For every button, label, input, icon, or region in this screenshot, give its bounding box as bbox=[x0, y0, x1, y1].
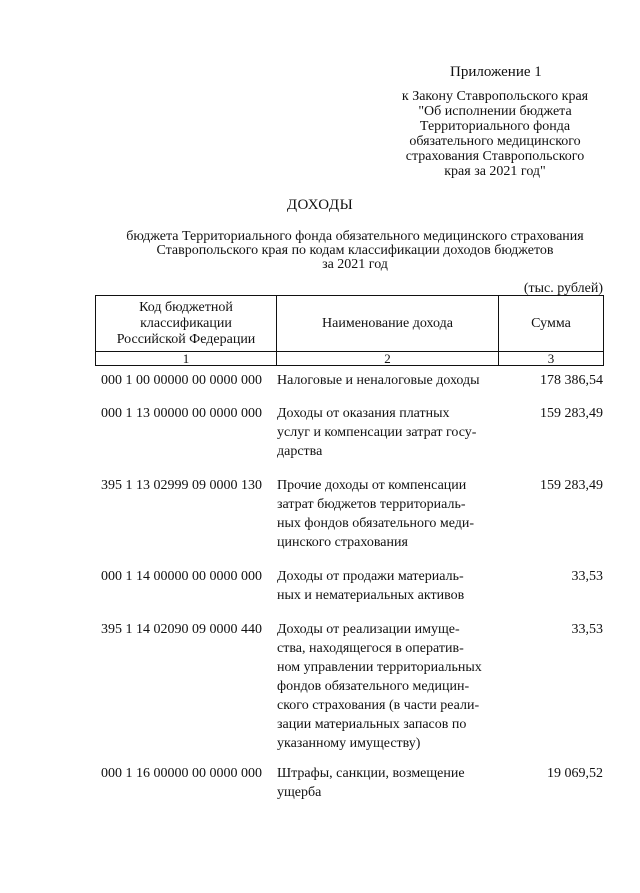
table-header bbox=[95, 295, 604, 366]
income-name-line: дарства bbox=[277, 444, 323, 459]
header-name: Наименование дохода bbox=[277, 296, 499, 351]
subtitle-line: бюджета Территориального фонда обязательного медицинского страхования bbox=[126, 229, 584, 244]
subtitle-line: Ставропольского края по кодам классификации доходов бюджетов bbox=[156, 243, 554, 258]
income-name-line: ского страхования (в части реали- bbox=[277, 698, 480, 713]
income-name-line: ства, находящегося в оператив- bbox=[277, 641, 464, 656]
income-name bbox=[277, 567, 502, 605]
income-name-line: Доходы от оказания платных bbox=[277, 406, 450, 421]
budget-code: 395 1 14 02090 09 0000 440 bbox=[101, 622, 262, 637]
income-name-line: Доходы от реализации имуще- bbox=[277, 622, 460, 637]
column-number: 2 bbox=[277, 351, 499, 366]
income-name bbox=[277, 764, 502, 802]
income-name-line: услуг и компенсации затрат госу- bbox=[277, 425, 477, 440]
income-name-line: затрат бюджетов территориаль- bbox=[277, 497, 466, 512]
income-name-line: указанному имуществу) bbox=[277, 736, 421, 751]
appendix-law-line: "Об исполнении бюджета bbox=[418, 104, 572, 119]
income-sum: 159 283,49 bbox=[540, 478, 603, 493]
income-sum: 159 283,49 bbox=[540, 406, 603, 421]
income-sum: 33,53 bbox=[571, 569, 603, 584]
income-name bbox=[277, 620, 502, 753]
income-name-line: ных фондов обязательного меди- bbox=[277, 516, 475, 531]
appendix-law-line: к Закону Ставропольского края bbox=[401, 89, 589, 104]
column-number: 1 bbox=[96, 351, 277, 366]
budget-code: 000 1 16 00000 00 0000 000 bbox=[101, 766, 262, 781]
document-subtitle bbox=[95, 230, 615, 272]
appendix-law-line: края за 2021 год" bbox=[444, 164, 546, 179]
budget-code: 000 1 13 00000 00 0000 000 bbox=[101, 406, 262, 421]
income-name-line: Налоговые и неналоговые доходы bbox=[277, 373, 480, 388]
income-sum: 33,53 bbox=[571, 622, 603, 637]
header-code-line: Код бюджетной bbox=[139, 299, 233, 315]
income-name bbox=[277, 476, 502, 552]
budget-code: 000 1 00 00000 00 0000 000 bbox=[101, 373, 262, 388]
units-label: (тыс. рублей) bbox=[523, 281, 603, 296]
income-name-line: Штрафы, санкции, возмещение bbox=[277, 766, 465, 781]
appendix-law-line: страхования Ставропольского bbox=[405, 149, 585, 164]
income-name-line: зации материальных запасов по bbox=[277, 717, 467, 732]
appendix-law-line: обязательного медицинского bbox=[409, 134, 581, 149]
income-name-line: Доходы от продажи материаль- bbox=[277, 569, 464, 584]
budget-code: 395 1 13 02999 09 0000 130 bbox=[101, 478, 262, 493]
header-code-line: Российской Федерации bbox=[116, 331, 256, 347]
income-name-line: ущерба bbox=[277, 785, 322, 800]
income-name-line: цинского страхования bbox=[277, 535, 408, 550]
income-name bbox=[277, 404, 502, 461]
appendix-title: Приложение 1 bbox=[450, 64, 542, 80]
column-number: 3 bbox=[499, 351, 603, 366]
income-name bbox=[277, 371, 502, 390]
income-name-line: Прочие доходы от компенсации bbox=[277, 478, 467, 493]
subtitle-line: за 2021 год bbox=[322, 257, 388, 272]
budget-code: 000 1 14 00000 00 0000 000 bbox=[101, 569, 262, 584]
income-sum: 19 069,52 bbox=[547, 766, 603, 781]
appendix-law-reference bbox=[380, 89, 610, 179]
document-title: ДОХОДЫ bbox=[286, 197, 354, 213]
income-name-line: ном управлении территориальных bbox=[277, 660, 482, 675]
income-name-line: фондов обязательного медицин- bbox=[277, 679, 470, 694]
income-sum: 178 386,54 bbox=[540, 373, 603, 388]
income-name-line: ных и нематериальных активов bbox=[277, 588, 465, 603]
header-sum: Сумма bbox=[531, 315, 571, 331]
header-code-line: классификации bbox=[140, 315, 232, 331]
appendix-law-line: Территориального фонда bbox=[419, 119, 571, 134]
header-code bbox=[96, 296, 277, 351]
